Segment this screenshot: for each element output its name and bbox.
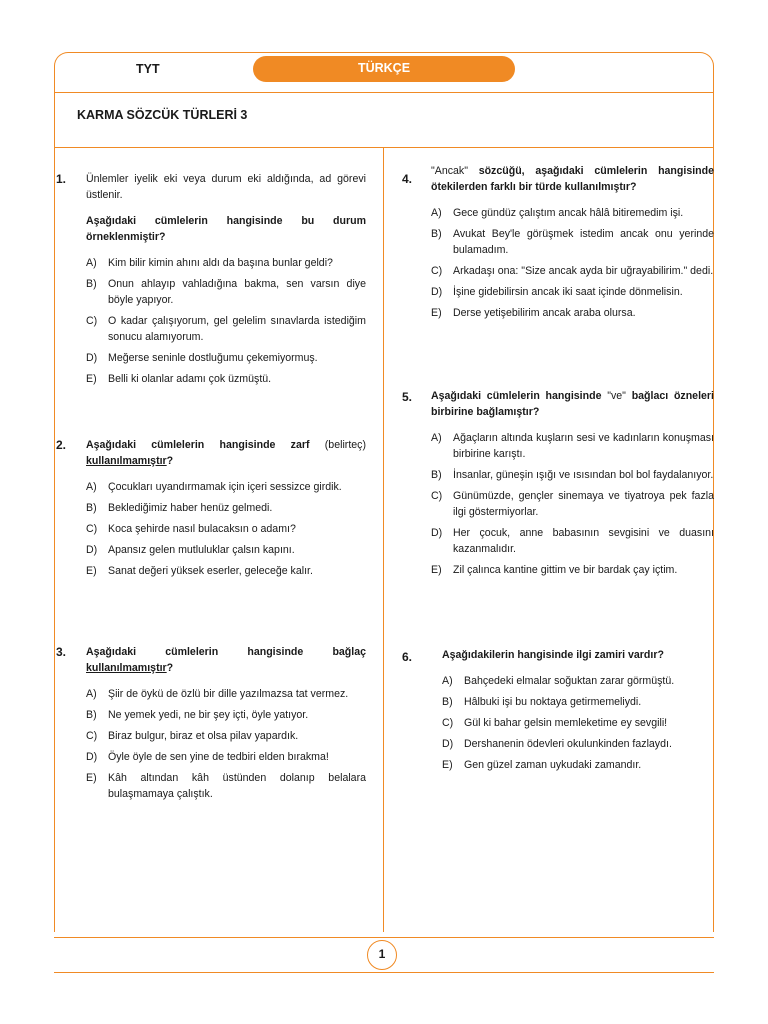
question-stem: Aşağıdaki cümlelerin hangisinde bu durum örneklenmiştir? — [86, 215, 366, 243]
option-text: Zil çalınca kantine gittim ve bir bardak çay içtim. — [453, 564, 678, 576]
option-d[interactable] — [431, 525, 714, 557]
stem-quote: "ve" — [607, 390, 626, 402]
option-a[interactable] — [431, 205, 714, 221]
option-text: Arkadaşı ona: "Size ancak ayda bir uğrayabilirim." dedi. — [453, 265, 714, 277]
option-text: İşine gidebilirsin ancak iki saat içinde dönmelisin. — [453, 286, 683, 298]
option-text: Meğerse seninle dostluğumu çekemiyormuş. — [108, 352, 318, 364]
stem-emphasis: kullanılmamıştır — [86, 662, 167, 674]
question-stem — [86, 644, 366, 676]
option-b[interactable] — [86, 707, 366, 723]
option-text: Günümüzde, gençler sinemaya ve tiyatroya pek fazla ilgi göstermiyorlar. — [453, 490, 714, 518]
title-divider — [55, 147, 713, 148]
stem-emphasis: kullanılmamıştır — [86, 455, 167, 467]
option-letter: D) — [442, 738, 454, 750]
option-letter: B) — [442, 696, 453, 708]
option-letter: C) — [442, 717, 454, 729]
option-letter: D) — [431, 527, 443, 539]
option-letter: A) — [431, 432, 442, 444]
option-letter: C) — [431, 490, 443, 502]
option-text: Dershanenin ödevleri okulunkinden fazlaydı. — [464, 738, 672, 750]
option-letter: E) — [431, 564, 442, 576]
question-number: 3. — [56, 645, 67, 659]
option-text: Çocukları uyandırmamak için içeri sessizce girdik. — [108, 481, 342, 493]
option-text: Gen güzel zaman uykudaki zamandır. — [464, 759, 642, 771]
option-text: Apansız gelen mutluluklar çalsın kapını. — [108, 544, 295, 556]
page-title: KARMA SÖZCÜK TÜRLERİ 3 — [77, 108, 248, 122]
stem-quote: "Ancak" — [431, 165, 468, 177]
option-c[interactable] — [86, 728, 366, 744]
option-text: Ne yemek yedi, ne bir şey içti, öyle yatıyor. — [108, 709, 309, 721]
question-stem — [431, 388, 714, 420]
option-a[interactable] — [442, 673, 714, 689]
option-letter: D) — [431, 286, 443, 298]
option-a[interactable] — [86, 479, 366, 495]
option-text: O kadar çalışıyorum, gel gelelim sınavlarda istediğim sonucu alamıyorum. — [108, 315, 366, 343]
option-text: Şiir de öykü de özlü bir dille yazılmazsa tat vermez. — [108, 688, 349, 700]
option-text: Koca şehirde nasıl bulacaksın o adamı? — [108, 523, 296, 535]
option-letter: A) — [86, 688, 97, 700]
option-text: Beklediğimiz haber henüz gelmedi. — [108, 502, 273, 514]
question-number: 1. — [56, 172, 67, 186]
option-letter: A) — [86, 481, 97, 493]
stem-end: ? — [166, 662, 174, 674]
option-a[interactable] — [86, 686, 366, 702]
question-number: 5. — [402, 390, 413, 404]
option-text: Öyle öyle de sen yine de tedbiri elden bırakma! — [108, 751, 329, 763]
option-letter: B) — [431, 228, 442, 240]
header-divider — [55, 92, 713, 93]
option-b[interactable] — [86, 276, 366, 308]
footer-line-bottom — [54, 972, 714, 973]
option-letter: B) — [86, 278, 97, 290]
option-text: Hâlbuki işi bu noktaya getirmemeliydi. — [464, 696, 642, 708]
option-b[interactable] — [442, 694, 714, 710]
option-letter: B) — [86, 709, 97, 721]
question-1 — [86, 171, 366, 392]
option-b[interactable] — [86, 500, 366, 516]
stem-text: Aşağıdaki cümlelerin hangisinde — [431, 390, 608, 402]
option-text: Gül ki bahar gelsin memleketime ey sevgili! — [464, 717, 668, 729]
stem-text: Aşağıdaki cümlelerin hangisinde bağlaç — [86, 646, 366, 658]
option-e[interactable] — [442, 757, 714, 773]
option-d[interactable] — [431, 284, 714, 300]
option-letter: C) — [86, 523, 98, 535]
option-letter: E) — [442, 759, 453, 771]
option-e[interactable] — [86, 371, 366, 387]
question-number: 2. — [56, 438, 67, 452]
option-b[interactable] — [431, 226, 714, 258]
stem-text: Aşağıdaki cümlelerin hangisinde zarf — [86, 439, 325, 451]
option-letter: D) — [86, 352, 98, 364]
option-d[interactable] — [86, 542, 366, 558]
option-c[interactable] — [442, 715, 714, 731]
option-letter: B) — [86, 502, 97, 514]
option-text: Biraz bulgur, biraz et olsa pilav yapardık. — [108, 730, 299, 742]
option-c[interactable] — [86, 313, 366, 345]
option-e[interactable] — [86, 563, 366, 579]
question-3 — [86, 644, 366, 807]
option-letter: A) — [442, 675, 453, 687]
question-stem — [86, 437, 366, 469]
option-c[interactable] — [86, 521, 366, 537]
option-letter: D) — [86, 751, 98, 763]
footer-line-top — [54, 937, 714, 938]
question-4 — [431, 163, 714, 326]
option-text: Onun ahlayıp vahladığına bakma, sen varsın diye böyle yapıyor. — [108, 278, 366, 306]
option-letter: C) — [86, 730, 98, 742]
option-letter: A) — [86, 257, 97, 269]
question-number: 4. — [402, 172, 413, 186]
question-stem — [431, 163, 714, 195]
option-letter: D) — [86, 544, 98, 556]
option-a[interactable] — [431, 430, 714, 462]
question-intro: Ünlemler iyelik eki veya durum eki aldığında, ad görevi üstlenir. — [86, 173, 366, 201]
question-number: 6. — [402, 650, 413, 664]
option-letter: C) — [431, 265, 443, 277]
option-c[interactable] — [431, 263, 714, 279]
option-d[interactable] — [86, 350, 366, 366]
option-b[interactable] — [431, 467, 714, 483]
option-d[interactable] — [86, 749, 366, 765]
option-letter: A) — [431, 207, 442, 219]
option-text: Gece gündüz çalıştım ancak hâlâ bitiremedim işi. — [453, 207, 684, 219]
option-e[interactable] — [431, 562, 714, 578]
exam-label: TYT — [136, 62, 160, 76]
option-e[interactable] — [431, 305, 714, 321]
option-letter: E) — [431, 307, 442, 319]
option-a[interactable] — [86, 255, 366, 271]
option-d[interactable] — [442, 736, 714, 752]
question-stem: Aşağıdakilerin hangisinde ilgi zamiri vardır? — [442, 649, 664, 661]
column-divider — [383, 147, 384, 932]
stem-text: sözcüğü, aşağıdaki cümlelerin hangisinde ötekilerden farklı bir türde kullanılmıştır? — [431, 165, 714, 193]
stem-rest: bağlacı özneleri birbirine bağlamıştır? — [431, 390, 714, 418]
question-6 — [442, 647, 714, 778]
option-text: Belli ki olanlar adamı çok üzmüştü. — [108, 373, 272, 385]
option-text: Ağaçların altında kuşların sesi ve kadınların konuşması birbirine karıştı. — [453, 432, 714, 460]
option-text: İnsanlar, güneşin ışığı ve ısısından bol bol faydalanıyor. — [453, 469, 714, 481]
question-5 — [431, 388, 714, 583]
option-text: Her çocuk, anne babasının sevgisini ve duasını kazanmalıdır. — [453, 527, 714, 555]
option-letter: B) — [431, 469, 442, 481]
option-e[interactable] — [86, 770, 366, 802]
stem-end: ? — [166, 455, 174, 467]
option-text: Sanat değeri yüksek eserler, geleceğe kalır. — [108, 565, 313, 577]
stem-note: (belirteç) — [324, 439, 366, 451]
option-c[interactable] — [431, 488, 714, 520]
option-letter: E) — [86, 373, 97, 385]
option-text: Kâh altından kâh üstünden dolanıp belalara bulaşmamaya çalıştık. — [108, 772, 366, 800]
subject-pill: TÜRKÇE — [253, 56, 515, 82]
option-text: Bahçedeki elmalar soğuktan zarar görmüştü. — [464, 675, 675, 687]
option-text: Kim bilir kimin ahını aldı da başına bunlar geldi? — [108, 257, 333, 269]
option-letter: E) — [86, 565, 97, 577]
option-text: Avukat Bey'le görüşmek istedim ancak onu yerinde bulamadım. — [453, 228, 714, 256]
option-letter: C) — [86, 315, 98, 327]
option-letter: E) — [86, 772, 97, 784]
option-text: Derse yetişebilirim ancak araba olursa. — [453, 307, 636, 319]
question-2 — [86, 437, 366, 584]
page-number: 1 — [367, 940, 397, 970]
